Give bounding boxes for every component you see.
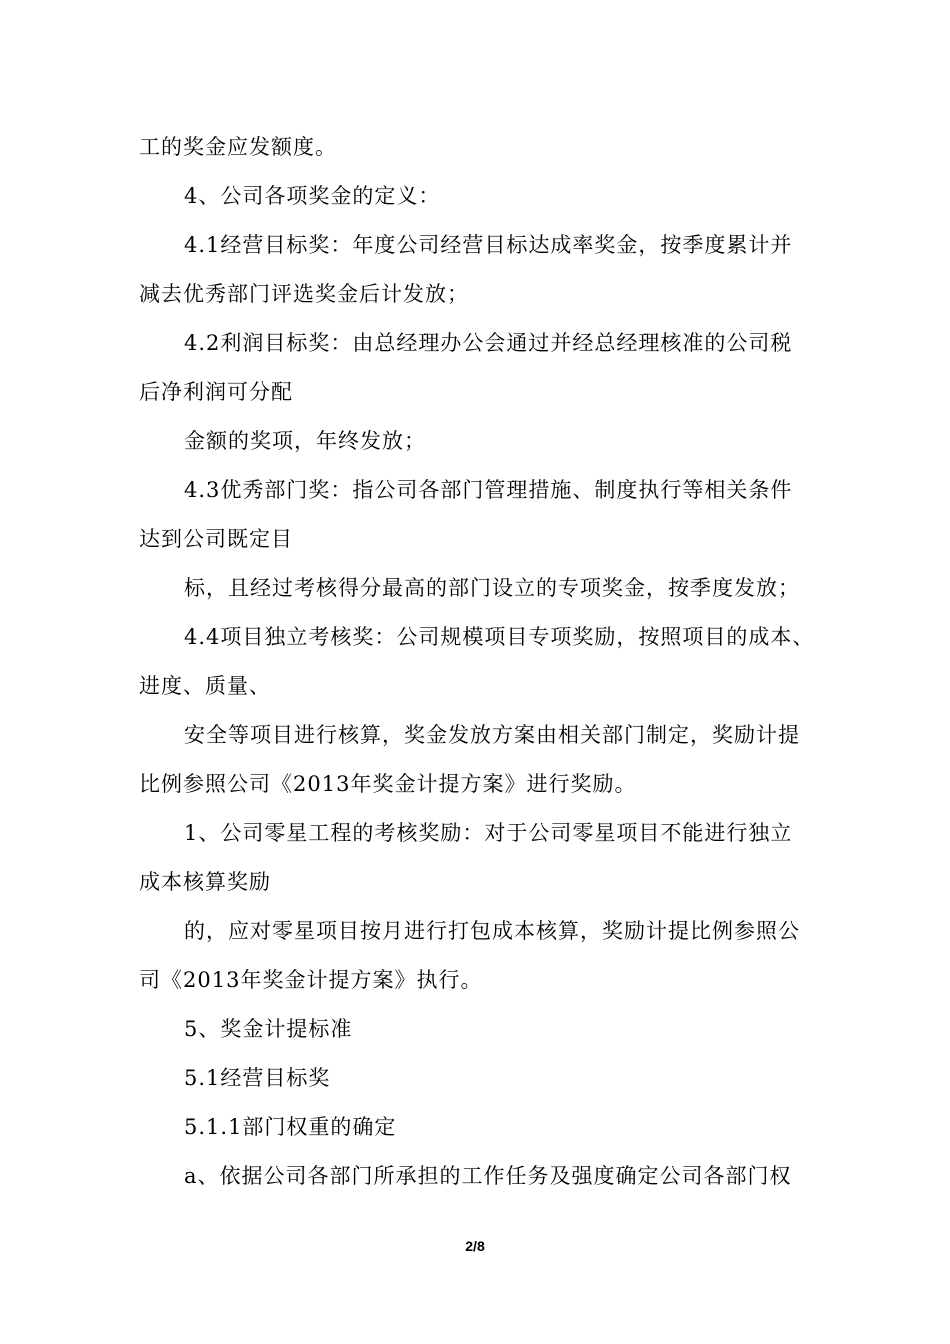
text-line: 5.1经营目标奖 [184,1066,331,1090]
text-line: 4、公司各项奖金的定义： [184,184,441,208]
text-line: 成本核算奖励 [139,870,271,894]
text-line: 5、奖金计提标准 [184,1017,353,1041]
text-line: 5.1.1部门权重的确定 [184,1115,397,1139]
text-line: 标，且经过考核得分最高的部门设立的专项奖金，按季度发放； [184,576,800,600]
text-line: 安全等项目进行核算，奖金发放方案由相关部门制定，奖励计提 [184,723,800,747]
text-line: 1、公司零星工程的考核奖励：对于公司零星项目不能进行独立 [184,821,793,845]
text-line: 4.4项目独立考核奖：公司规模项目专项奖励，按照项目的成本、 [184,625,815,649]
text-line: 减去优秀部门评选奖金后计发放； [139,282,469,306]
text-line: 4.3优秀部门奖：指公司各部门管理措施、制度执行等相关条件 [184,478,793,502]
text-line: 的，应对零星项目按月进行打包成本核算，奖励计提比例参照公 [184,919,800,943]
text-line: 工的奖金应发额度。 [139,135,337,159]
text-line: 司《2013年奖金计提方案》执行。 [139,968,483,992]
text-line: 达到公司既定目 [139,527,293,551]
text-line: 4.2利润目标奖：由总经理办公会通过并经总经理核准的公司税 [184,331,793,355]
text-line: a、依据公司各部门所承担的工作任务及强度确定公司各部门权 [184,1164,792,1188]
text-line: 4.1经营目标奖：年度公司经营目标达成率奖金，按季度累计并 [184,233,793,257]
text-line: 进度、质量、 [139,674,271,698]
text-line: 后净利润可分配 [139,380,293,404]
text-line: 比例参照公司《2013年奖金计提方案》进行奖励。 [139,772,637,796]
page-number: 2/8 [465,1238,485,1254]
text-line: 金额的奖项，年终发放； [184,429,426,453]
